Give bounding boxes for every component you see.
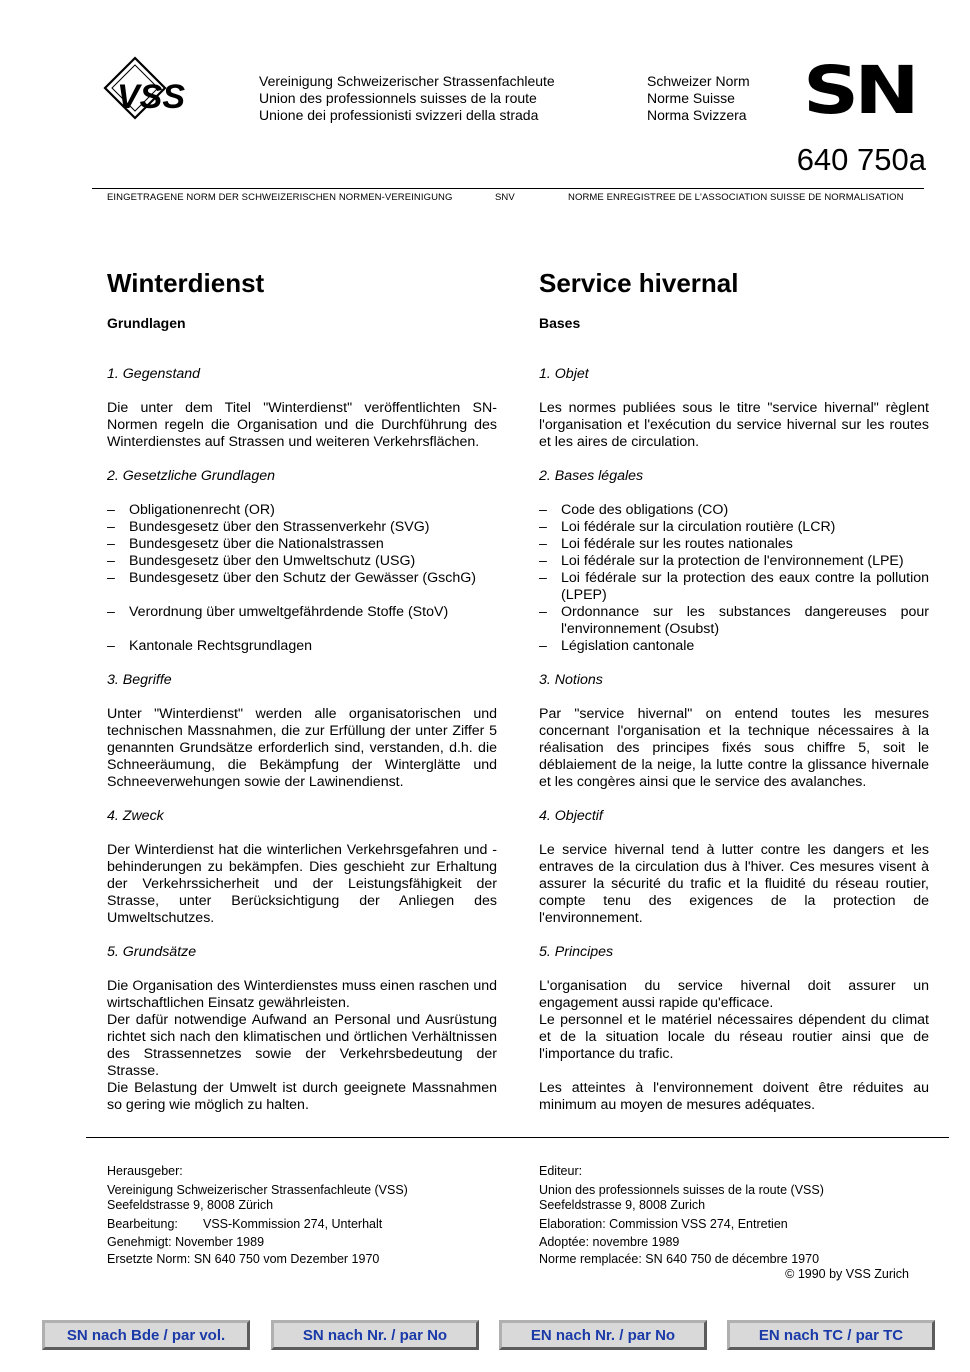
header-rule bbox=[92, 188, 924, 189]
section-4-text-fr: Le service hivernal tend à lutter contre les dangers et les entraves de la circulation dus à l'hiver. Ces mesures visent à assurer la sécurité du trafic et la fluidité du réseau routier, compte tenu des exigences de la protection de l'environnement. bbox=[539, 842, 929, 926]
section-1-heading-fr: 1. Objet bbox=[539, 366, 589, 382]
section-4-heading-fr: 4. Objectif bbox=[539, 808, 603, 824]
publisher-label-de: Herausgeber: bbox=[107, 1164, 183, 1178]
adopted-fr: Adoptée: novembre 1989 bbox=[539, 1235, 680, 1249]
list-item: – Bundesgesetz über den Schutz der Gewässer (GschG) bbox=[107, 570, 497, 587]
subtitle-fr: Bases bbox=[539, 315, 581, 331]
approved-de: Genehmigt: November 1989 bbox=[107, 1235, 265, 1249]
section-5-para-2-fr: Le personnel et le matériel nécessaires dépendent du climat et de la situation locale du réseau routier ainsi que de l'importance du trafic. bbox=[539, 1012, 929, 1062]
sn-by-volume-button[interactable]: SN nach Bde / par vol. bbox=[42, 1320, 250, 1350]
registered-norm-de: EINGETRAGENE NORM DER SCHWEIZERISCHEN NORMEN-VEREINIGUNG bbox=[107, 192, 453, 203]
imprint-fr bbox=[539, 1164, 909, 1282]
org-name-fr: Union des professionnels suisses de la route bbox=[259, 90, 537, 106]
section-1-text-de: Die unter dem Titel "Winterdienst" veröffentlichten SN-Normen regeln die Organisation und die Durchführung des Winterdienstes auf Strassen und weiteren Verkehrsflächen. bbox=[107, 400, 497, 450]
title-fr: Service hivernal bbox=[539, 268, 739, 298]
list-item: – Kantonale Rechtsgrundlagen bbox=[107, 638, 497, 655]
subtitle-de: Grundlagen bbox=[107, 315, 186, 331]
publisher-label-fr: Editeur: bbox=[539, 1164, 583, 1178]
vss-logo bbox=[103, 56, 243, 120]
section-2-heading-fr: 2. Bases légales bbox=[539, 468, 644, 484]
org-name-de: Vereinigung Schweizerischer Strassenfachleute bbox=[259, 73, 555, 89]
norm-type-fr: Norme Suisse bbox=[647, 90, 735, 106]
list-item: – Loi fédérale sur la circulation routière (LCR) bbox=[539, 519, 929, 536]
publisher-name-fr: Union des professionnels suisses de la route (VSS) bbox=[539, 1183, 824, 1197]
footer-rule bbox=[86, 1137, 949, 1138]
title-de: Winterdienst bbox=[107, 268, 265, 298]
sn-by-number-button[interactable]: SN nach Nr. / par No bbox=[271, 1320, 479, 1350]
editing-value-de: VSS-Kommission 274, Unterhalt bbox=[203, 1217, 383, 1231]
sn-logo: SN bbox=[803, 52, 915, 129]
section-3-text-fr: Par "service hivernal" on entend toutes les mesures concernant l'organisation et la technique nécessaires à la réalisation des principes fixés sous chiffre 5, soit le déblaiement de la neige, la lutte contre la glissance hivernale et les congères ainsi que le service des avalanches. bbox=[539, 706, 929, 790]
norm-type bbox=[647, 73, 750, 124]
section-5-para-2-de: Der dafür notwendige Aufwand an Personal und Ausrüstung richtet sich nach den klimatischen und örtlichen Verhältnissen des Strassennetzes sowie der Verkehrsbedeutung der Strasse. bbox=[107, 1012, 497, 1079]
org-names bbox=[259, 73, 555, 124]
legal-bases-list-de bbox=[107, 502, 497, 587]
list-item: – Obligationenrecht (OR) bbox=[107, 502, 497, 519]
org-name-it: Unione dei professionisti svizzeri della strada bbox=[259, 107, 539, 123]
section-2-heading-de: 2. Gesetzliche Grundlagen bbox=[107, 468, 275, 484]
section-5-para-1-de: Die Organisation des Winterdienstes muss einen raschen und wirtschaftlichen Einsatz gewährleisten. bbox=[107, 978, 497, 1011]
column-german bbox=[107, 268, 497, 1114]
section-3-heading-de: 3. Begriffe bbox=[107, 672, 172, 688]
norm-type-de: Schweizer Norm bbox=[647, 73, 750, 89]
section-3-text-de: Unter "Winterdienst" werden alle organisatorischen und technischen Massnahmen, die zur Erfüllung der unter Ziffer 5 genannten Grundsätze erforderlich sind, verstanden, d.h. die Schneeräumung, die Bekämpfung der Winterglätte und Schneeverwehungen sowie der Lawinendienst. bbox=[107, 706, 497, 790]
legal-bases-list-fr bbox=[539, 502, 929, 655]
imprint-de bbox=[107, 1164, 507, 1267]
replaced-norm-de: Ersetzte Norm: SN 640 750 vom Dezember 1970 bbox=[107, 1252, 380, 1266]
en-by-tc-button[interactable]: EN nach TC / par TC bbox=[727, 1320, 935, 1350]
editing-de bbox=[107, 1217, 507, 1232]
en-by-number-button[interactable]: EN nach Nr. / par No bbox=[499, 1320, 707, 1350]
list-item: – Ordonnance sur les substances dangereuses pour l'environnement (Osubst) bbox=[539, 604, 929, 638]
editing-label-de: Bearbeitung: bbox=[107, 1217, 178, 1231]
replaced-norm-fr: Norme remplacée: SN 640 750 de décembre 1970 bbox=[539, 1252, 820, 1266]
registered-norm-fr: NORME ENREGISTREE DE L'ASSOCIATION SUISSE DE NORMALISATION bbox=[568, 192, 904, 203]
list-item: – Verordnung über umweltgefährdende Stoffe (StoV) bbox=[107, 604, 497, 621]
publisher-address-de: Seefeldstrasse 9, 8008 Zürich bbox=[107, 1198, 274, 1212]
list-item: – Bundesgesetz über den Strassenverkehr (SVG) bbox=[107, 519, 497, 536]
section-4-heading-de: 4. Zweck bbox=[107, 808, 164, 824]
norm-number: 640 750a bbox=[796, 142, 926, 177]
column-french bbox=[539, 268, 929, 1114]
list-item: – Loi fédérale sur les routes nationales bbox=[539, 536, 929, 553]
section-5-para-3-de: Die Belastung der Umwelt ist durch geeignete Massnahmen so gering wie möglich zu halten. bbox=[107, 1080, 497, 1113]
publisher-address-fr: Seefeldstrasse 9, 8008 Zurich bbox=[539, 1198, 706, 1212]
section-5-heading-fr: 5. Principes bbox=[539, 944, 614, 960]
section-5-heading-de: 5. Grundsätze bbox=[107, 944, 197, 960]
list-item: – Code des obligations (CO) bbox=[539, 502, 929, 519]
section-4-text-de: Der Winterdienst hat die winterlichen Verkehrsgefahren und -behinderungen zu bekämpfen. Dies geschieht zur Erhaltung der Verkehrssicherheit und der Leistungsfähigkeit der Strasse, unter Berücksichtigung der Anliegen des Umweltschutzes. bbox=[107, 842, 497, 926]
vss-logo-text: VSS bbox=[117, 78, 186, 116]
elaboration-fr: Elaboration: Commission VSS 274, Entretien bbox=[539, 1217, 788, 1231]
snv-label: SNV bbox=[495, 192, 515, 203]
section-3-heading-fr: 3. Notions bbox=[539, 672, 603, 688]
legal-bases-list-de-stov bbox=[107, 604, 497, 621]
section-1-heading-de: 1. Gegenstand bbox=[107, 366, 201, 382]
list-item: – Bundesgesetz über die Nationalstrassen bbox=[107, 536, 497, 553]
legal-bases-list-de-kant bbox=[107, 638, 497, 655]
list-item: – Bundesgesetz über den Umweltschutz (USG) bbox=[107, 553, 497, 570]
list-item: – Loi fédérale sur la protection de l'environnement (LPE) bbox=[539, 553, 929, 570]
section-5-para-3-fr: Les atteintes à l'environnement doivent être réduites au minimum au moyen de mesures adéquates. bbox=[539, 1080, 929, 1113]
norm-type-it: Norma Svizzera bbox=[647, 107, 747, 123]
copyright: © 1990 by VSS Zurich bbox=[785, 1267, 909, 1281]
section-1-text-fr: Les normes publiées sous le titre "service hivernal" règlent l'organisation et l'exécution du service hivernal sur les routes et les aires de circulation. bbox=[539, 400, 929, 450]
list-item: – Loi fédérale sur la protection des eaux contre la pollution (LPEP) bbox=[539, 570, 929, 604]
vss-logo-mark bbox=[103, 56, 243, 120]
list-item: – Législation cantonale bbox=[539, 638, 929, 655]
publisher-name-de: Vereinigung Schweizerischer Strassenfachleute (VSS) bbox=[107, 1183, 408, 1197]
section-5-para-1-fr: L'organisation du service hivernal doit assurer un engagement aussi rapide qu'efficace. bbox=[539, 978, 929, 1011]
